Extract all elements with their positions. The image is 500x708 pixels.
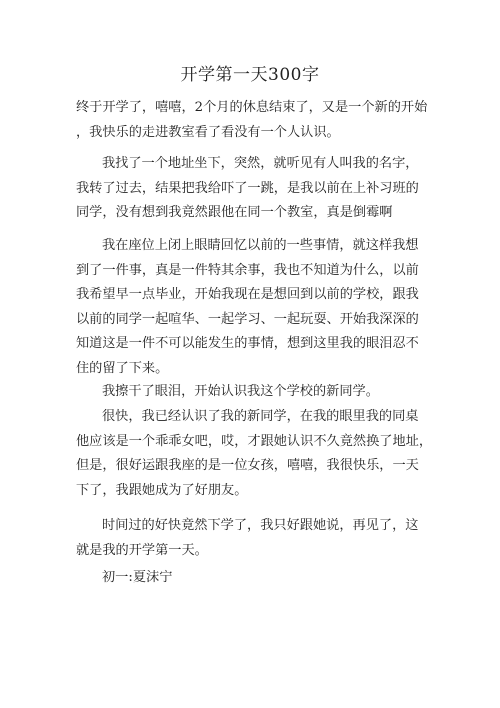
paragraph-line: 我希望早一点毕业，开始我现在是想回到以前的学校，跟我 [76,287,419,302]
paragraph-line: 就是我的开学第一天。 [76,542,208,558]
paragraph-line: 很快，我已经认识了我的新同学，在我的眼里我的同桌 [102,409,419,424]
paragraph-line: ，我快乐的走进教室看了看没有一个人认识。 [76,124,340,140]
paragraph-line: 我转了过去，结果把我给吓了一跳，是我以前在上补习班的 [76,180,419,196]
paragraph-line: 我找了一个地址坐下，突然，就听见有人叫我的名字， [102,156,419,171]
paragraph-line: 下了，我跟她成为了好朋友。 [76,482,248,498]
paragraph-line: 以前的同学一起喧华、一起学习、一起玩耍、开始我深深的 [76,311,419,327]
paragraph-line: 但是，很好运跟我座的是一位女孩，嘻嘻，我很快乐，一天 [76,458,419,473]
paragraph-2 [76,152,419,226]
paragraph-line: 住的留了下来。 [76,360,169,376]
paragraph-line: 我擦干了眼泪，开始认识我这个学校的新同学。 [102,384,379,399]
paragraph-line: 我在座位上闭上眼睛回忆以前的一些事情，就这样我想 [102,238,419,253]
paragraph-5 [76,405,433,503]
author-signature: 初一:夏沫宁 [102,570,173,585]
paragraph-line: 知道这是一件不可以能发生的事情，想到这里我的眼泪忍不 [76,336,419,351]
paragraph-line: 时间过的好快竟然下学了，我只好跟她说，再见了，这 [102,518,419,533]
paragraph-line: 他应该是一个乖乖女吧，哎，才跟她认识不久竟然换了地址， [76,433,433,449]
paragraph-3 [76,234,419,381]
paragraph-line: 同学，没有想到我竟然跟他在同一个教室，真是倒霉啊 [76,205,393,220]
paragraph-7 [76,566,408,591]
paragraph-6 [76,514,419,563]
document-title: 开学第一天300字 [180,65,320,85]
paragraph-1 [76,96,428,145]
paragraph-line: 终于开学了，嘻嘻，2个月的休息结束了，又是一个新的开始 [76,100,428,115]
paragraph-line: 到了一件事，真是一件特其余事，我也不知道为什么，以前 [76,262,419,278]
paragraph-4 [76,380,408,405]
